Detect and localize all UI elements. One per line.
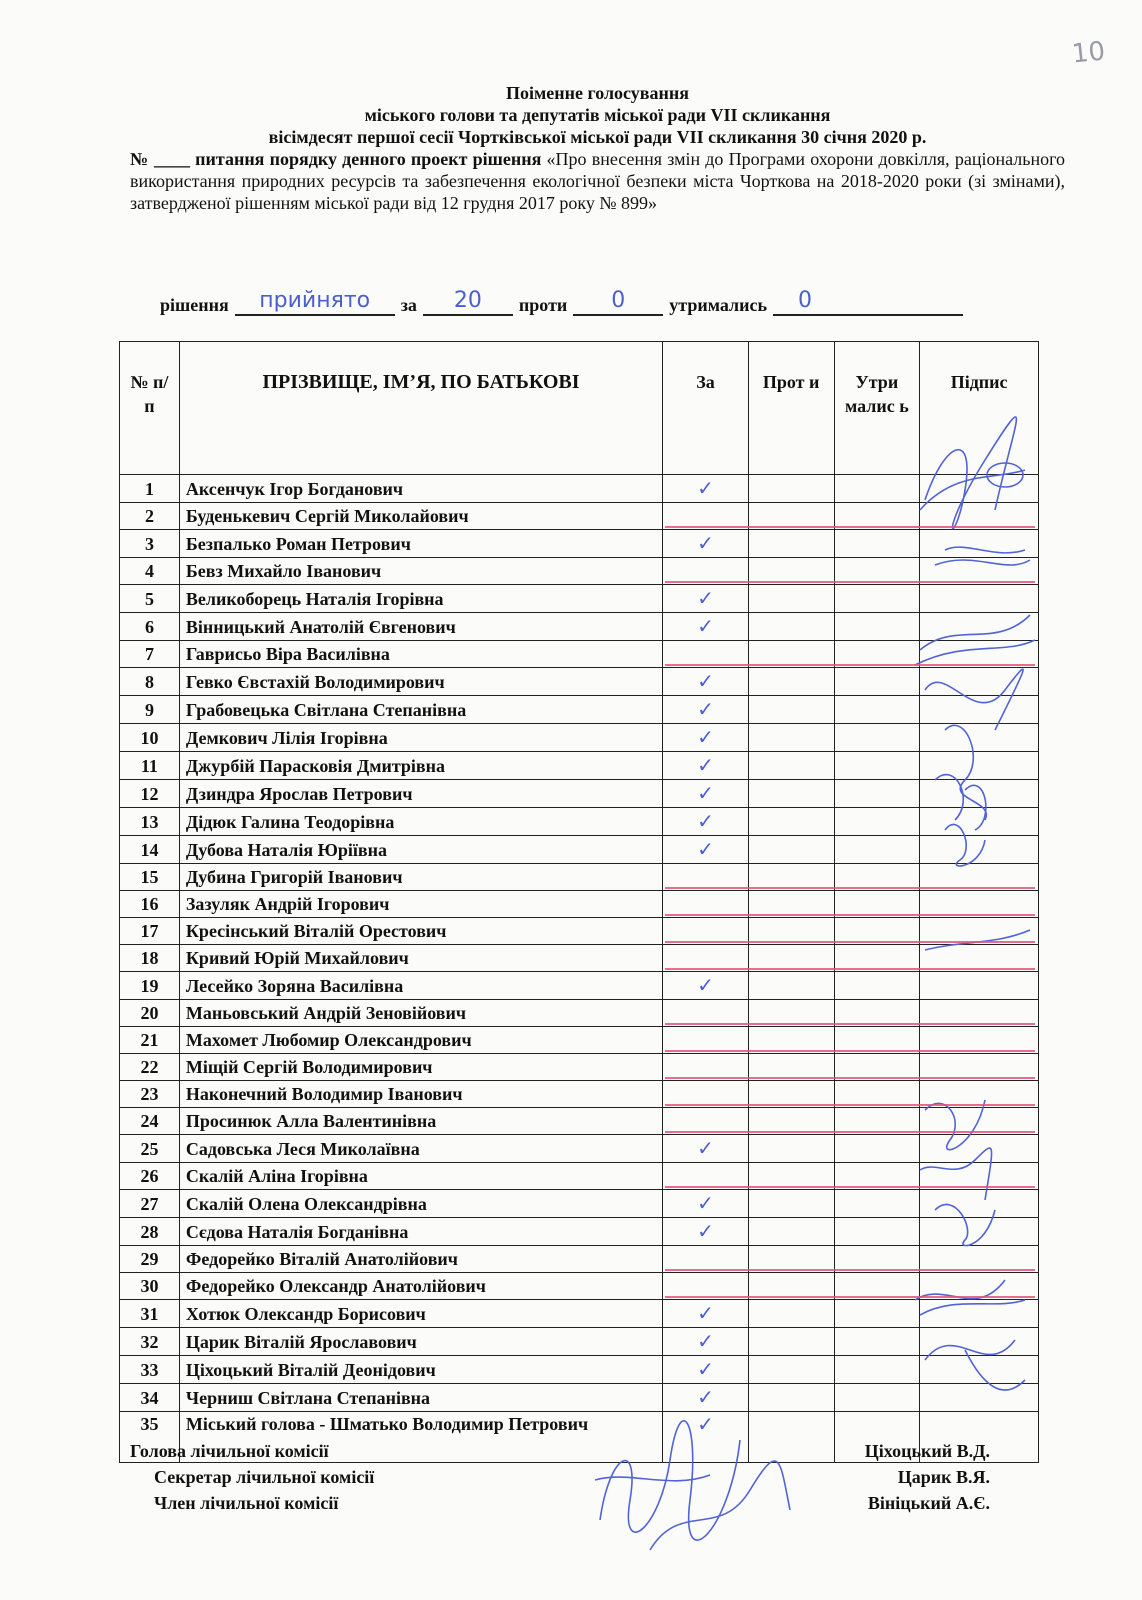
deputy-name: Кресінський Віталій Орестович bbox=[179, 918, 662, 945]
against-value-field bbox=[573, 290, 663, 316]
row-number: 32 bbox=[120, 1328, 180, 1356]
vote-against-cell bbox=[748, 972, 834, 1000]
header-name: ПРІЗВИЩЕ, ІМ’Я, ПО БАТЬКОВІ bbox=[179, 342, 662, 475]
row-number: 29 bbox=[120, 1246, 180, 1273]
row-number: 9 bbox=[120, 696, 180, 724]
table-row bbox=[120, 780, 1039, 808]
deputy-name: Садовська Леся Миколаївна bbox=[179, 1135, 662, 1163]
table-row bbox=[120, 1135, 1039, 1163]
absence-strike-line bbox=[665, 968, 1035, 970]
row-number: 28 bbox=[120, 1218, 180, 1246]
absence-strike-line bbox=[665, 1186, 1035, 1188]
for-value: 20 bbox=[453, 288, 482, 313]
vote-against-cell bbox=[748, 1135, 834, 1163]
deputy-name: Сєдова Наталія Богданівна bbox=[179, 1218, 662, 1246]
vote-for-cell bbox=[663, 836, 749, 864]
deputy-name: Міський голова - Шматько Володимир Петрович bbox=[179, 1412, 662, 1463]
row-number: 7 bbox=[120, 641, 180, 668]
secretary-name: Царик В.Я. bbox=[897, 1467, 990, 1487]
table-row bbox=[120, 1356, 1039, 1384]
vote-for-cell bbox=[663, 585, 749, 613]
row-number: 26 bbox=[120, 1163, 180, 1190]
row-number: 11 bbox=[120, 752, 180, 780]
for-label: за bbox=[400, 295, 417, 315]
row-number: 31 bbox=[120, 1300, 180, 1328]
deputy-name: Дідюк Галина Теодорівна bbox=[179, 808, 662, 836]
absence-strike-line bbox=[665, 914, 1035, 916]
absence-strike-line bbox=[665, 1023, 1035, 1025]
row-number: 35 bbox=[120, 1412, 180, 1463]
check-mark-icon: ✓ bbox=[697, 725, 714, 749]
absence-strike-line bbox=[665, 1104, 1035, 1106]
title-line-1: Поіменне голосування bbox=[505, 83, 690, 103]
header-signature: Підпис bbox=[920, 342, 1039, 475]
row-number: 2 bbox=[120, 503, 180, 530]
check-mark-icon: ✓ bbox=[697, 586, 714, 610]
decision-value-field bbox=[235, 290, 395, 316]
row-number: 10 bbox=[120, 724, 180, 752]
deputy-name: Ціхоцький Віталій Деонідович bbox=[179, 1356, 662, 1384]
abstained-value-field bbox=[773, 290, 963, 316]
table-row bbox=[120, 972, 1039, 1000]
vote-for-cell bbox=[663, 1328, 749, 1356]
vote-against-cell bbox=[748, 1300, 834, 1328]
vote-for-cell bbox=[663, 1300, 749, 1328]
deputy-name: Грабовецька Світлана Степанівна bbox=[179, 696, 662, 724]
vote-for-cell bbox=[663, 475, 749, 503]
document-header bbox=[130, 82, 1065, 214]
deputy-name: Вінницький Анатолій Євгенович bbox=[179, 613, 662, 641]
deputy-name: Дзиндра Ярослав Петрович bbox=[179, 780, 662, 808]
row-number: 15 bbox=[120, 864, 180, 891]
vote-against-cell bbox=[748, 780, 834, 808]
row-number: 33 bbox=[120, 1356, 180, 1384]
table-row bbox=[120, 475, 1039, 503]
header-against: Прот и bbox=[748, 342, 834, 475]
absence-strike-line bbox=[665, 1296, 1035, 1298]
row-number: 8 bbox=[120, 668, 180, 696]
check-mark-icon: ✓ bbox=[697, 1329, 714, 1353]
check-mark-icon: ✓ bbox=[697, 531, 714, 555]
agenda-item-label: № ____ питання порядку денного проект рішення bbox=[130, 149, 542, 169]
row-number: 1 bbox=[120, 475, 180, 503]
deputy-name: Гаврисьо Віра Василівна bbox=[179, 641, 662, 668]
deputy-name: Безпалько Роман Петрович bbox=[179, 530, 662, 558]
agenda-item-text: «Про внесення змін до Програми охорони довкілля, раціонального використання природних ресурсів та забезпечення екологічної безпеки міста Чорткова на 2018-2020 роки (зі змінами), затвердженої рішенням міської ради від 12 грудня 2017 року № 899» bbox=[130, 149, 1066, 213]
check-mark-icon: ✓ bbox=[697, 1357, 714, 1381]
absence-strike-line bbox=[665, 526, 1035, 528]
row-number: 18 bbox=[120, 945, 180, 972]
deputy-name: Дубова Наталія Юріївна bbox=[179, 836, 662, 864]
vote-against-cell bbox=[748, 530, 834, 558]
absence-strike-line bbox=[665, 887, 1035, 889]
vote-against-cell bbox=[748, 836, 834, 864]
absence-strike-line bbox=[665, 664, 1035, 666]
footer-row-2 bbox=[130, 1464, 990, 1490]
table-row bbox=[120, 836, 1039, 864]
secretary-role: Секретар лічильної комісії bbox=[154, 1467, 375, 1487]
vote-for-cell bbox=[663, 808, 749, 836]
vote-against-cell bbox=[748, 1190, 834, 1218]
row-number: 23 bbox=[120, 1081, 180, 1108]
vote-against-cell bbox=[748, 1328, 834, 1356]
absence-strike-line bbox=[665, 1131, 1035, 1133]
check-mark-icon: ✓ bbox=[697, 669, 714, 693]
absence-strike-line bbox=[665, 1050, 1035, 1052]
deputy-name: Хотюк Олександр Борисович bbox=[179, 1300, 662, 1328]
member-name: Вініцький А.Є. bbox=[867, 1493, 990, 1513]
table-header-row bbox=[120, 342, 1039, 475]
check-mark-icon: ✓ bbox=[697, 1219, 714, 1243]
table-row bbox=[120, 613, 1039, 641]
row-number: 21 bbox=[120, 1027, 180, 1054]
vote-for-cell bbox=[663, 1190, 749, 1218]
deputy-name: Аксенчук Ігор Богданович bbox=[179, 475, 662, 503]
vote-for-cell bbox=[663, 752, 749, 780]
table-row bbox=[120, 752, 1039, 780]
table-row bbox=[120, 696, 1039, 724]
deputy-name: Великоборець Наталія Ігорівна bbox=[179, 585, 662, 613]
title-line-2: міського голови та депутатів міської ради VII скликання bbox=[364, 105, 831, 125]
agenda-item bbox=[130, 148, 1065, 214]
deputy-name: Федорейко Олександр Анатолійович bbox=[179, 1273, 662, 1300]
decision-value: прийнято bbox=[259, 288, 371, 313]
table-row bbox=[120, 808, 1039, 836]
check-mark-icon: ✓ bbox=[697, 1385, 714, 1409]
table-row bbox=[120, 1218, 1039, 1246]
row-number: 34 bbox=[120, 1384, 180, 1412]
check-mark-icon: ✓ bbox=[697, 809, 714, 833]
footer-row-3 bbox=[130, 1490, 990, 1516]
check-mark-icon: ✓ bbox=[697, 1136, 714, 1160]
row-number: 19 bbox=[120, 972, 180, 1000]
vote-against-cell bbox=[748, 696, 834, 724]
vote-against-cell bbox=[748, 668, 834, 696]
table-row bbox=[120, 1300, 1039, 1328]
absence-strike-line bbox=[665, 581, 1035, 583]
vote-for-cell bbox=[663, 1218, 749, 1246]
decision-summary bbox=[160, 290, 1040, 316]
vote-against-cell bbox=[748, 808, 834, 836]
check-mark-icon: ✓ bbox=[697, 1191, 714, 1215]
vote-against-cell bbox=[748, 752, 834, 780]
deputy-name: Демкович Лілія Ігорівна bbox=[179, 724, 662, 752]
row-number: 25 bbox=[120, 1135, 180, 1163]
deputy-name: Буденькевич Сергій Миколайович bbox=[179, 503, 662, 530]
row-number: 22 bbox=[120, 1054, 180, 1081]
vote-for-cell bbox=[663, 780, 749, 808]
header-abstained: Утри малис ь bbox=[834, 342, 920, 475]
title-line-3: вісімдесят першої сесії Чортківської міської ради VII скликання 30 січня 2020 р. bbox=[268, 127, 927, 147]
absence-strike-line bbox=[665, 1077, 1035, 1079]
footer-row-1 bbox=[130, 1438, 990, 1464]
header-num: № п/п bbox=[120, 342, 180, 475]
row-number: 20 bbox=[120, 1000, 180, 1027]
vote-against-cell bbox=[748, 1356, 834, 1384]
vote-against-cell bbox=[748, 585, 834, 613]
vote-against-cell bbox=[748, 613, 834, 641]
chair-role: Голова лічильної комісії bbox=[130, 1441, 329, 1461]
check-mark-icon: ✓ bbox=[697, 781, 714, 805]
for-value-field bbox=[423, 290, 513, 316]
commission-footer bbox=[130, 1438, 990, 1516]
vote-against-cell bbox=[748, 475, 834, 503]
absence-strike-line bbox=[665, 941, 1035, 943]
vote-for-cell bbox=[663, 668, 749, 696]
deputy-name: Царик Віталій Ярославович bbox=[179, 1328, 662, 1356]
table-row bbox=[120, 1328, 1039, 1356]
vote-for-cell bbox=[663, 530, 749, 558]
table-row bbox=[120, 530, 1039, 558]
deputy-name: Гевко Євстахій Володимирович bbox=[179, 668, 662, 696]
deputy-name: Міщій Сергій Володимирович bbox=[179, 1054, 662, 1081]
row-number: 5 bbox=[120, 585, 180, 613]
row-number: 12 bbox=[120, 780, 180, 808]
vote-against-cell bbox=[748, 724, 834, 752]
row-number: 4 bbox=[120, 558, 180, 585]
absence-strike-line bbox=[665, 1269, 1035, 1271]
vote-for-cell bbox=[663, 972, 749, 1000]
abstained-label: утримались bbox=[669, 295, 767, 315]
check-mark-icon: ✓ bbox=[697, 697, 714, 721]
check-mark-icon: ✓ bbox=[697, 753, 714, 777]
table-row bbox=[120, 668, 1039, 696]
chair-name: Ціхоцький В.Д. bbox=[864, 1441, 990, 1461]
member-role: Член лічильної комісії bbox=[154, 1493, 339, 1513]
check-mark-icon: ✓ bbox=[697, 614, 714, 638]
vote-for-cell bbox=[663, 724, 749, 752]
check-mark-icon: ✓ bbox=[697, 476, 714, 500]
table-row bbox=[120, 585, 1039, 613]
row-number: 24 bbox=[120, 1108, 180, 1135]
deputy-name: Джурбій Парасковія Дмитрівна bbox=[179, 752, 662, 780]
deputy-name: Махомет Любомир Олександрович bbox=[179, 1027, 662, 1054]
vote-for-cell bbox=[663, 613, 749, 641]
row-number: 13 bbox=[120, 808, 180, 836]
deputy-name: Скалій Олена Олександрівна bbox=[179, 1190, 662, 1218]
page-number: 10 bbox=[1070, 36, 1107, 70]
against-value: 0 bbox=[611, 288, 626, 313]
table-row bbox=[120, 1190, 1039, 1218]
check-mark-icon: ✓ bbox=[697, 973, 714, 997]
vote-for-cell bbox=[663, 1356, 749, 1384]
deputy-name: Просинюк Алла Валентинівна bbox=[179, 1108, 662, 1135]
deputy-name: Маньовський Андрій Зеновійович bbox=[179, 1000, 662, 1027]
vote-for-cell bbox=[663, 1135, 749, 1163]
check-mark-icon: ✓ bbox=[697, 1301, 714, 1325]
deputy-name: Скалій Аліна Ігорівна bbox=[179, 1163, 662, 1190]
check-mark-icon: ✓ bbox=[697, 1412, 714, 1436]
deputy-name: Дубина Григорій Іванович bbox=[179, 864, 662, 891]
row-number: 17 bbox=[120, 918, 180, 945]
deputy-name: Бевз Михайло Іванович bbox=[179, 558, 662, 585]
deputy-name: Федорейко Віталій Анатолійович bbox=[179, 1246, 662, 1273]
deputy-name: Наконечний Володимир Іванович bbox=[179, 1081, 662, 1108]
table-row bbox=[120, 1384, 1039, 1412]
deputy-name: Черниш Світлана Степанівна bbox=[179, 1384, 662, 1412]
against-label: проти bbox=[518, 295, 568, 315]
header-for: За bbox=[663, 342, 749, 475]
row-number: 6 bbox=[120, 613, 180, 641]
row-number: 3 bbox=[120, 530, 180, 558]
check-mark-icon: ✓ bbox=[697, 837, 714, 861]
row-number: 30 bbox=[120, 1273, 180, 1300]
decision-label: рішення bbox=[160, 295, 229, 315]
abstained-value: 0 bbox=[798, 288, 812, 313]
row-number: 16 bbox=[120, 891, 180, 918]
table-row bbox=[120, 724, 1039, 752]
vote-for-cell bbox=[663, 696, 749, 724]
vote-against-cell bbox=[748, 1218, 834, 1246]
deputy-name: Кривий Юрій Михайлович bbox=[179, 945, 662, 972]
row-number: 14 bbox=[120, 836, 180, 864]
deputy-name: Лесейко Зоряна Василівна bbox=[179, 972, 662, 1000]
row-number: 27 bbox=[120, 1190, 180, 1218]
deputy-name: Зазуляк Андрій Ігорович bbox=[179, 891, 662, 918]
